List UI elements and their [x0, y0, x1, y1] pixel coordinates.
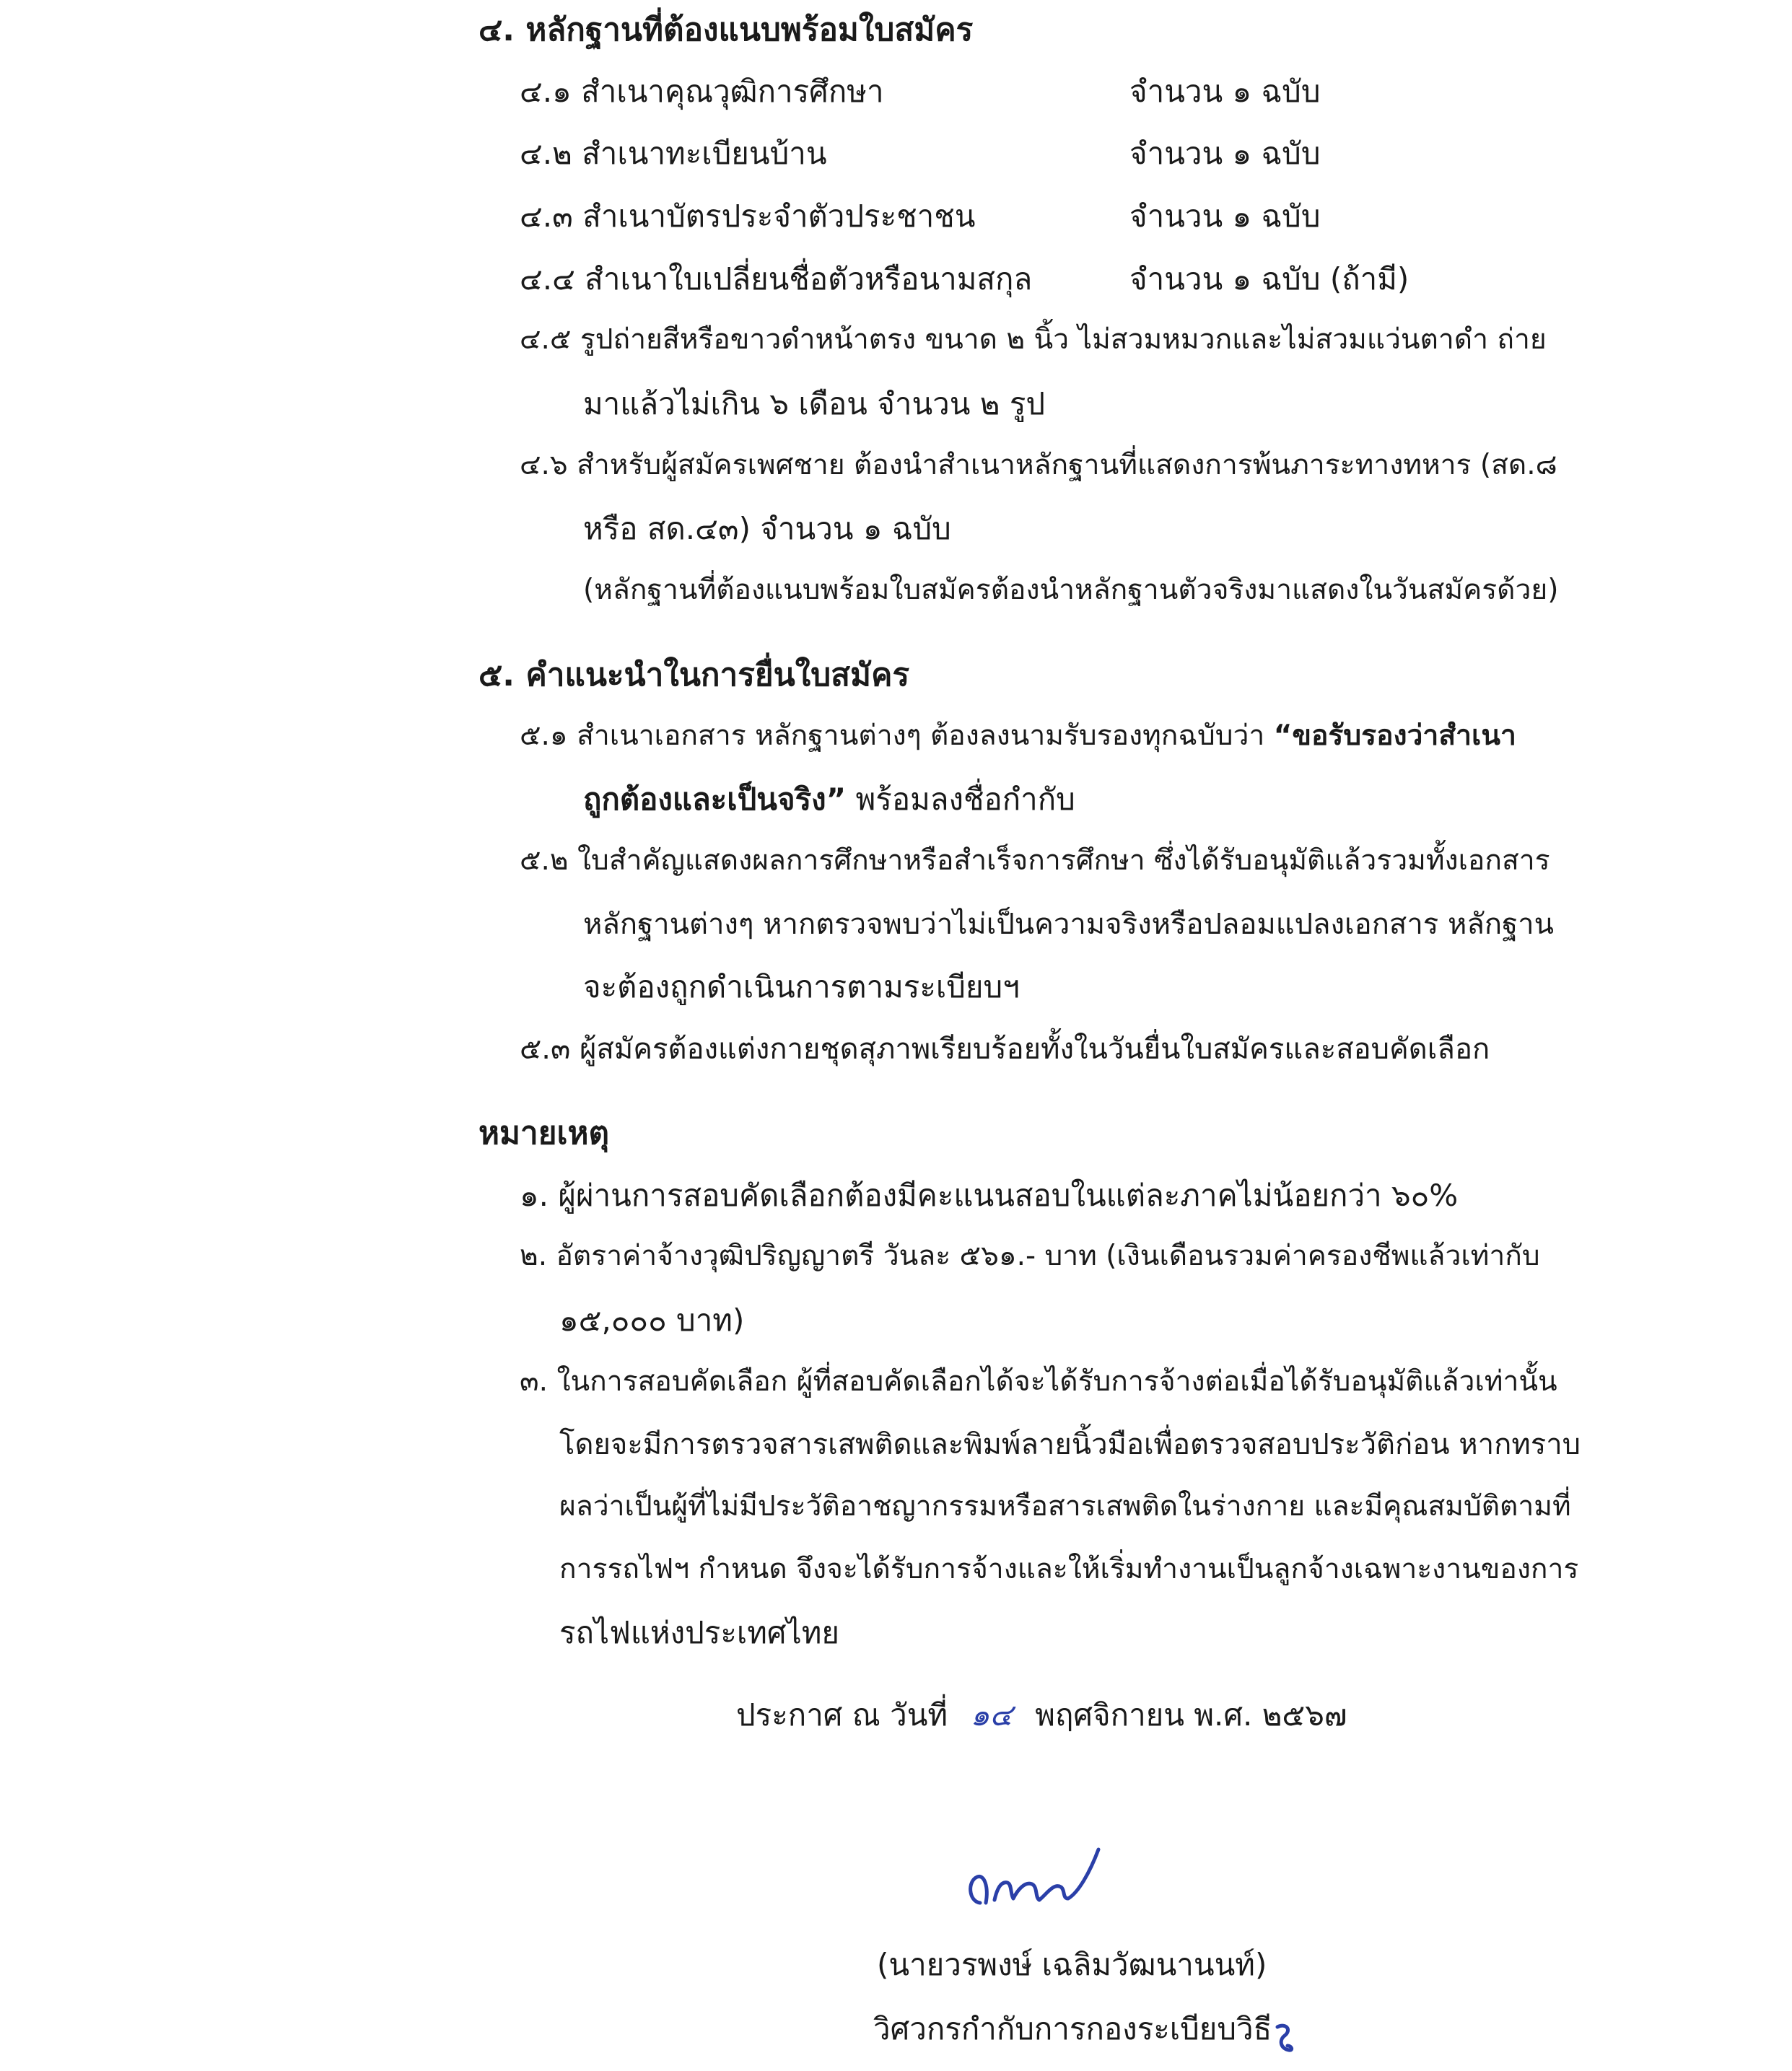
section-4-heading: ๔. หลักฐานที่ต้องแนบพร้อมใบสมัคร [478, 12, 974, 48]
remark-2-line-2: ๑๕,๐๐๐ บาท) [559, 1302, 745, 1338]
signer-position: วิศวกรกำกับการกองระเบียบวิธี [873, 2011, 1272, 2046]
handwritten-initial-mark [1270, 2017, 1299, 2060]
section-5-item-1-suffix: พร้อมลงชื่อกำกับ [846, 781, 1075, 817]
section-5-item-1-prefix: ๕.๑ สำเนาเอกสาร หลักฐานต่างๆ ต้องลงนามรับรองทุกฉบับว่า [520, 719, 1274, 752]
section-4-item-3-label: ๔.๓ สำเนาบัตรประจำตัวประชาชน [520, 198, 976, 234]
section-5-item-1-line-1 [520, 719, 1516, 753]
remark-3-line-5: รถไฟแห่งประเทศไทย [559, 1615, 840, 1650]
section-4-item-5-line-1: ๔.๕ รูปถ่ายสีหรือขาวดำหน้าตรง ขนาด ๒ นิ้ว ไม่สวมหมวกและไม่สวมแว่นตาดำ ถ่าย [520, 323, 1547, 356]
announcement-date [736, 1697, 1347, 1733]
handwritten-signature [960, 1836, 1126, 1923]
section-5-item-2-line-3: จะต้องถูกดำเนินการตามระเบียบฯ [583, 969, 1020, 1004]
section-4-item-1-label: ๔.๑ สำเนาคุณวุฒิการศึกษา [520, 74, 884, 109]
signer-name: (นายวรพงษ์ เฉลิมวัฒนานนท์) [877, 1947, 1267, 1982]
remark-2-line-1: ๒. อัตราค่าจ้างวุฒิปริญญาตรี วันละ ๕๖๑.- บาท (เงินเดือนรวมค่าครองชีพแล้วเท่ากับ [520, 1240, 1540, 1272]
announcement-month-year: พฤศจิกายน พ.ศ. ๒๕๖๗ [1035, 1697, 1347, 1733]
remark-3-line-1: ๓. ในการสอบคัดเลือก ผู้ที่สอบคัดเลือกได้จะได้รับการจ้างต่อเมื่อได้รับอนุมัติแล้วเท่านั้น [520, 1365, 1557, 1398]
section-4-item-2-qty: จำนวน ๑ ฉบับ [1129, 136, 1321, 171]
section-4-note: (หลักฐานที่ต้องแนบพร้อมใบสมัครต้องนำหลักฐานตัวจริงมาแสดงในวันสมัครด้วย) [583, 574, 1559, 606]
remarks-heading: หมายเหตุ [478, 1115, 610, 1152]
section-5-item-1-line-2 [583, 781, 1075, 818]
section-4-item-6-line-2: หรือ สด.๔๓) จำนวน ๑ ฉบับ [583, 511, 951, 546]
section-4-item-4-label: ๔.๔ สำเนาใบเปลี่ยนชื่อตัวหรือนามสกุล [520, 261, 1033, 297]
remark-1: ๑. ผู้ผ่านการสอบคัดเลือกต้องมีคะแนนสอบในแต่ละภาคไม่น้อยกว่า ๖๐% [520, 1178, 1459, 1213]
remark-3-line-4: การรถไฟฯ กำหนด จึงจะได้รับการจ้างและให้เริ่มทำงานเป็นลูกจ้างเฉพาะงานของการ [559, 1553, 1579, 1585]
remark-3-line-3: ผลว่าเป็นผู้ที่ไม่มีประวัติอาชญากรรมหรือสารเสพติดในร่างกาย และมีคุณสมบัติตามที่ [559, 1490, 1571, 1523]
section-4-item-3-qty: จำนวน ๑ ฉบับ [1129, 198, 1321, 234]
section-5-item-2-line-2: หลักฐานต่างๆ หากตรวจพบว่าไม่เป็นความจริงหรือปลอมแปลงเอกสาร หลักฐาน [583, 908, 1554, 941]
announcement-prefix: ประกาศ ณ วันที่ [736, 1697, 948, 1733]
section-4-item-4-qty: จำนวน ๑ ฉบับ (ถ้ามี) [1129, 261, 1409, 297]
remark-3-line-2: โดยจะมีการตรวจสารเสพติดและพิมพ์ลายนิ้วมือเพื่อตรวจสอบประวัติก่อน หากทราบ [559, 1428, 1581, 1461]
announcement-day: ๑๔ [970, 1697, 1013, 1733]
section-5-item-1-bold-2: ถูกต้องและเป็นจริง” [583, 781, 847, 817]
section-5-item-3: ๕.๓ ผู้สมัครต้องแต่งกายชุดสุภาพเรียบร้อยทั้งในวันยื่นใบสมัครและสอบคัดเลือก [520, 1033, 1490, 1066]
section-5-item-2-line-1: ๕.๒ ใบสำคัญแสดงผลการศึกษาหรือสำเร็จการศึกษา ซึ่งได้รับอนุมัติแล้วรวมทั้งเอกสาร [520, 844, 1550, 877]
section-4-item-1-qty: จำนวน ๑ ฉบับ [1129, 74, 1321, 109]
section-4-item-2-label: ๔.๒ สำเนาทะเบียนบ้าน [520, 136, 827, 171]
section-4-item-6-line-1: ๔.๖ สำหรับผู้สมัครเพศชาย ต้องนำสำเนาหลักฐานที่แสดงการพ้นภาระทางทหาร (สด.๘ [520, 449, 1557, 481]
section-5-heading: ๕. คำแนะนำในการยื่นใบสมัคร [478, 657, 910, 693]
section-4-item-5-line-2: มาแล้วไม่เกิน ๖ เดือน จำนวน ๒ รูป [583, 386, 1046, 421]
section-5-item-1-bold-1: “ขอรับรองว่าสำเนา [1273, 719, 1516, 752]
